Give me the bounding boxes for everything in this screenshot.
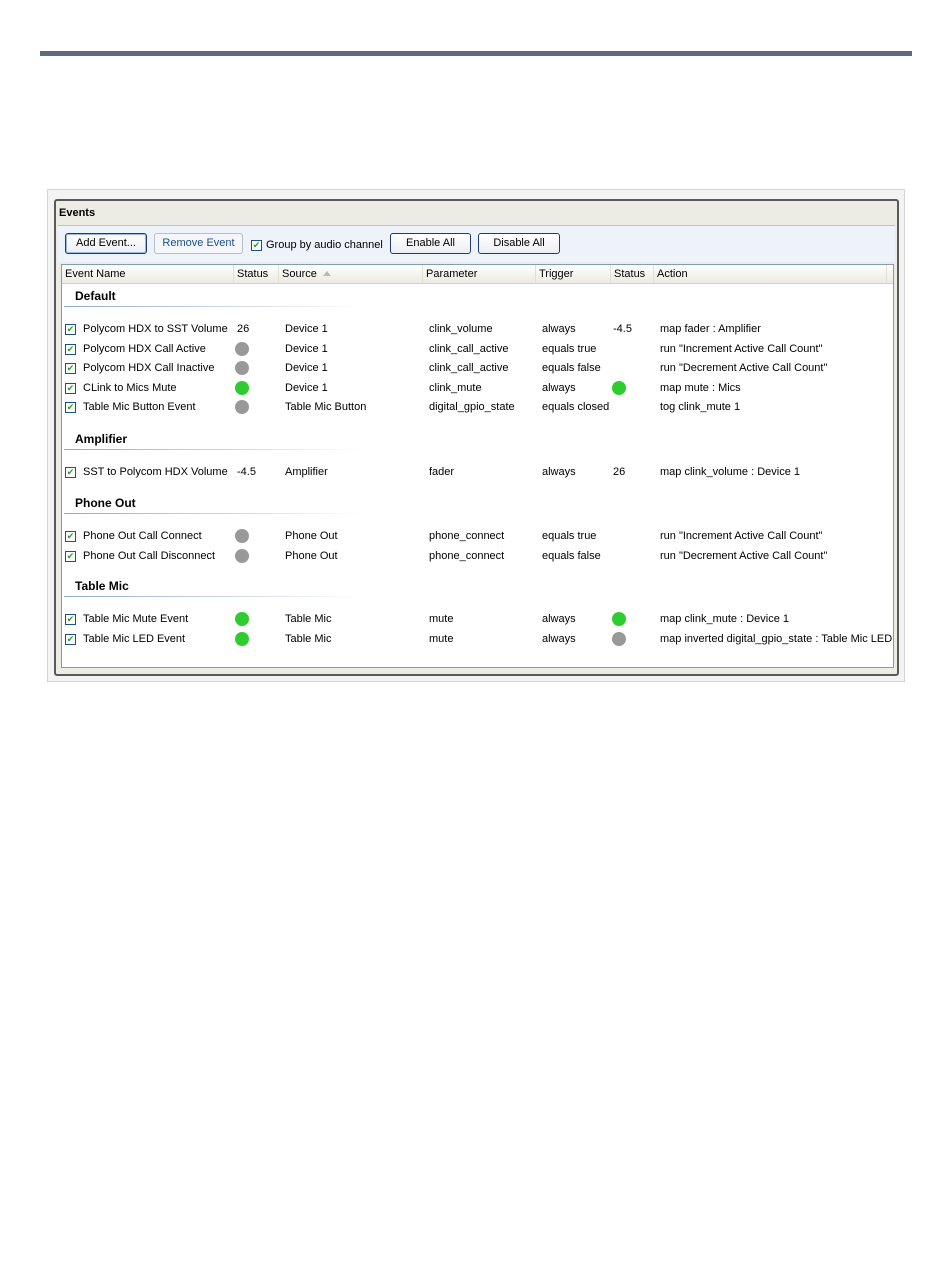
event-name: Table Mic LED Event — [83, 632, 186, 645]
add-event-button[interactable]: Add Event... — [65, 233, 147, 254]
event-row[interactable] — [62, 398, 893, 417]
status-indicator-icon — [235, 632, 249, 646]
column-header-source[interactable] — [279, 265, 423, 283]
action-status-value: 26 — [613, 466, 626, 478]
checkmark-icon: ✔ — [66, 324, 75, 334]
event-action: map fader : Amplifier — [660, 323, 761, 335]
group-divider — [64, 596, 364, 597]
disable-all-button[interactable]: Disable All — [478, 233, 560, 254]
event-enabled-checkbox[interactable] — [65, 634, 76, 645]
event-action: tog clink_mute 1 — [660, 401, 741, 413]
action-status-indicator-icon — [612, 381, 626, 395]
events-toolbar — [58, 225, 895, 262]
event-action: run "Decrement Active Call Count" — [660, 549, 828, 562]
event-trigger: always — [542, 613, 576, 625]
event-enabled-checkbox[interactable] — [65, 344, 76, 355]
checkmark-icon: ✔ — [66, 633, 75, 644]
event-name: Phone Out Call Disconnect — [83, 549, 216, 562]
column-header-status-2[interactable]: Status — [611, 265, 654, 283]
event-trigger: equals false — [542, 362, 601, 374]
action-status-indicator-icon — [612, 612, 626, 626]
group-header: Phone Out — [75, 496, 136, 510]
event-row[interactable] — [62, 379, 893, 398]
event-parameter: clink_call_active — [429, 342, 509, 355]
group-by-label: Group by audio channel — [266, 239, 383, 251]
panel-title: Events — [59, 207, 96, 219]
checkmark-icon: ✔ — [66, 531, 75, 541]
event-enabled-checkbox[interactable] — [65, 551, 76, 562]
event-source: Device 1 — [285, 342, 328, 355]
checkmark-icon: ✔ — [252, 239, 261, 250]
event-name: Table Mic Mute Event — [83, 613, 189, 625]
status-value: 26 — [237, 323, 250, 335]
event-row[interactable] — [62, 320, 893, 339]
event-name: Polycom HDX to SST Volume — [83, 323, 228, 335]
event-source: Device 1 — [285, 362, 328, 374]
event-parameter: phone_connect — [429, 549, 505, 562]
column-header-source-label: Source — [282, 268, 317, 280]
group-header: Table Mic — [75, 579, 129, 593]
header-rule — [40, 51, 912, 56]
event-parameter: mute — [429, 632, 454, 645]
event-parameter: clink_volume — [429, 323, 493, 335]
event-trigger: equals false — [542, 549, 601, 562]
event-trigger: equals true — [542, 342, 597, 355]
column-header-action[interactable]: Action — [654, 265, 887, 283]
group-header: Amplifier — [75, 432, 128, 446]
event-row[interactable] — [62, 463, 893, 482]
checkmark-icon: ✔ — [66, 402, 75, 412]
event-parameter: fader — [429, 466, 455, 478]
event-trigger: always — [542, 381, 576, 394]
event-name: CLink to Mics Mute — [83, 381, 177, 394]
action-status-indicator-icon — [612, 632, 626, 646]
event-action: run "Increment Active Call Count" — [660, 530, 823, 542]
column-header-status[interactable]: Status — [234, 265, 279, 283]
group-header: Default — [75, 289, 116, 303]
checkmark-icon: ✔ — [66, 363, 75, 373]
action-status-value: -4.5 — [613, 323, 632, 335]
enable-all-button[interactable]: Enable All — [390, 233, 471, 254]
event-action: run "Decrement Active Call Count" — [660, 362, 828, 374]
group-by-channel-toggle[interactable] — [251, 238, 383, 252]
event-name: Table Mic Button Event — [83, 401, 196, 413]
column-header-trigger[interactable]: Trigger — [536, 265, 611, 283]
event-source: Device 1 — [285, 381, 328, 394]
checkmark-icon: ✔ — [66, 382, 75, 393]
event-source: Amplifier — [285, 466, 328, 478]
status-indicator-icon — [235, 529, 249, 543]
event-parameter: digital_gpio_state — [429, 401, 515, 413]
checkmark-icon: ✔ — [66, 550, 75, 561]
event-name: Phone Out Call Connect — [83, 530, 202, 542]
event-parameter: clink_mute — [429, 381, 482, 394]
event-parameter: mute — [429, 613, 454, 625]
event-enabled-checkbox[interactable] — [65, 467, 76, 478]
event-row[interactable] — [62, 340, 893, 359]
checkmark-icon: ✔ — [66, 614, 75, 624]
column-header-row — [62, 265, 893, 284]
event-enabled-checkbox[interactable] — [65, 383, 76, 394]
event-action: run "Increment Active Call Count" — [660, 342, 823, 355]
event-action: map clink_mute : Device 1 — [660, 613, 789, 625]
event-source: Device 1 — [285, 323, 328, 335]
sort-ascending-icon — [323, 271, 331, 276]
status-indicator-icon — [235, 381, 249, 395]
events-list[interactable] — [61, 264, 894, 668]
status-value: -4.5 — [237, 466, 256, 478]
event-row[interactable] — [62, 630, 893, 649]
event-parameter: phone_connect — [429, 530, 505, 542]
status-indicator-icon — [235, 612, 249, 626]
status-indicator-icon — [235, 400, 249, 414]
column-header-event-name[interactable]: Event Name — [62, 265, 234, 283]
event-row[interactable] — [62, 610, 893, 629]
event-trigger: equals closed — [542, 401, 610, 413]
event-row[interactable] — [62, 547, 893, 566]
event-source: Phone Out — [285, 530, 338, 542]
event-trigger: equals true — [542, 530, 597, 542]
event-enabled-checkbox[interactable] — [65, 324, 76, 335]
events-panel — [54, 199, 899, 676]
event-source: Table Mic — [285, 613, 332, 625]
event-action: map mute : Mics — [660, 381, 741, 394]
event-name: Polycom HDX Call Active — [83, 342, 206, 355]
event-trigger: always — [542, 323, 576, 335]
checkmark-icon: ✔ — [66, 467, 75, 477]
event-name: SST to Polycom HDX Volume — [83, 466, 228, 478]
event-name: Polycom HDX Call Inactive — [83, 362, 215, 374]
event-row[interactable] — [62, 359, 893, 378]
status-indicator-icon — [235, 361, 249, 375]
event-parameter: clink_call_active — [429, 362, 509, 374]
event-row[interactable] — [62, 527, 893, 546]
event-enabled-checkbox[interactable] — [65, 614, 76, 625]
event-trigger: always — [542, 466, 576, 478]
group-divider — [64, 306, 364, 307]
event-source: Phone Out — [285, 549, 338, 562]
status-indicator-icon — [235, 549, 249, 563]
event-trigger: always — [542, 632, 576, 645]
event-enabled-checkbox[interactable] — [65, 531, 76, 542]
event-action: map clink_volume : Device 1 — [660, 466, 801, 478]
event-enabled-checkbox[interactable] — [65, 363, 76, 374]
group-by-checkbox[interactable] — [251, 240, 262, 251]
status-indicator-icon — [235, 342, 249, 356]
event-source: Table Mic — [285, 632, 332, 645]
event-action: map inverted digital_gpio_state : Table Mic LED — [660, 632, 893, 645]
remove-event-button[interactable]: Remove Event — [154, 233, 243, 254]
checkmark-icon: ✔ — [66, 343, 75, 354]
event-enabled-checkbox[interactable] — [65, 402, 76, 413]
event-source: Table Mic Button — [285, 401, 367, 413]
group-divider — [64, 449, 364, 450]
column-header-parameter[interactable]: Parameter — [423, 265, 536, 283]
group-divider — [64, 513, 364, 514]
